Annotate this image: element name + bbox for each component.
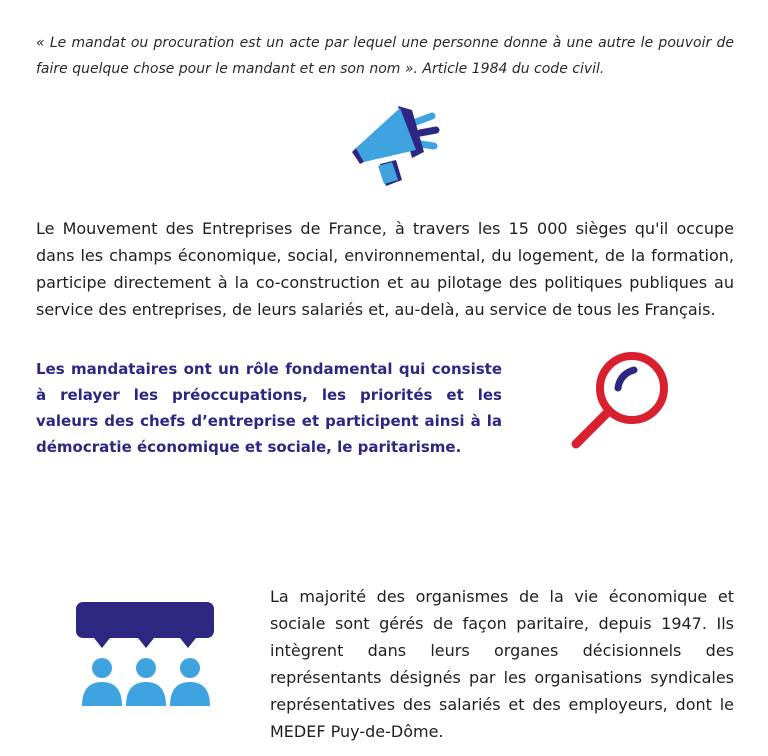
section-divider	[182, 525, 586, 528]
megaphone-icon	[350, 100, 442, 192]
discussion-group-icon	[72, 598, 218, 714]
mandataires-highlight: Les mandataires ont un rôle fondamental qui consiste à relayer les préoccupations, les priorités et les valeurs des chefs d’entreprise et participent ainsi à la démocratie économique et sociale, le paritarisme.	[36, 360, 502, 456]
civil-code-quote: « Le mandat ou procuration est un acte par lequel une personne donne à une autre le pouvoir de faire quelque chose pour le mandant et en son nom ». Article 1984 du code civil.	[36, 35, 734, 77]
magnifying-glass-icon	[568, 346, 680, 452]
medef-paragraph: Le Mouvement des Entreprises de France, à travers les 15 000 sièges qu'il occupe dans les champs économique, social, environnemental, du logement, de la formation, participe directement à la co-construction et au pilotage des politiques publiques au service des entreprises, de leurs salariés et, au-delà, au service de tous les Français.	[36, 219, 734, 319]
paritarisme-paragraph: La majorité des organismes de la vie économique et sociale sont gérés de façon paritaire, depuis 1947. Ils intègrent dans leurs organes décisionnels des représentants désignés par les organisations syndicales représentatives des salariés et des employeurs, dont le MEDEF Puy-de-Dôme.	[270, 587, 734, 741]
